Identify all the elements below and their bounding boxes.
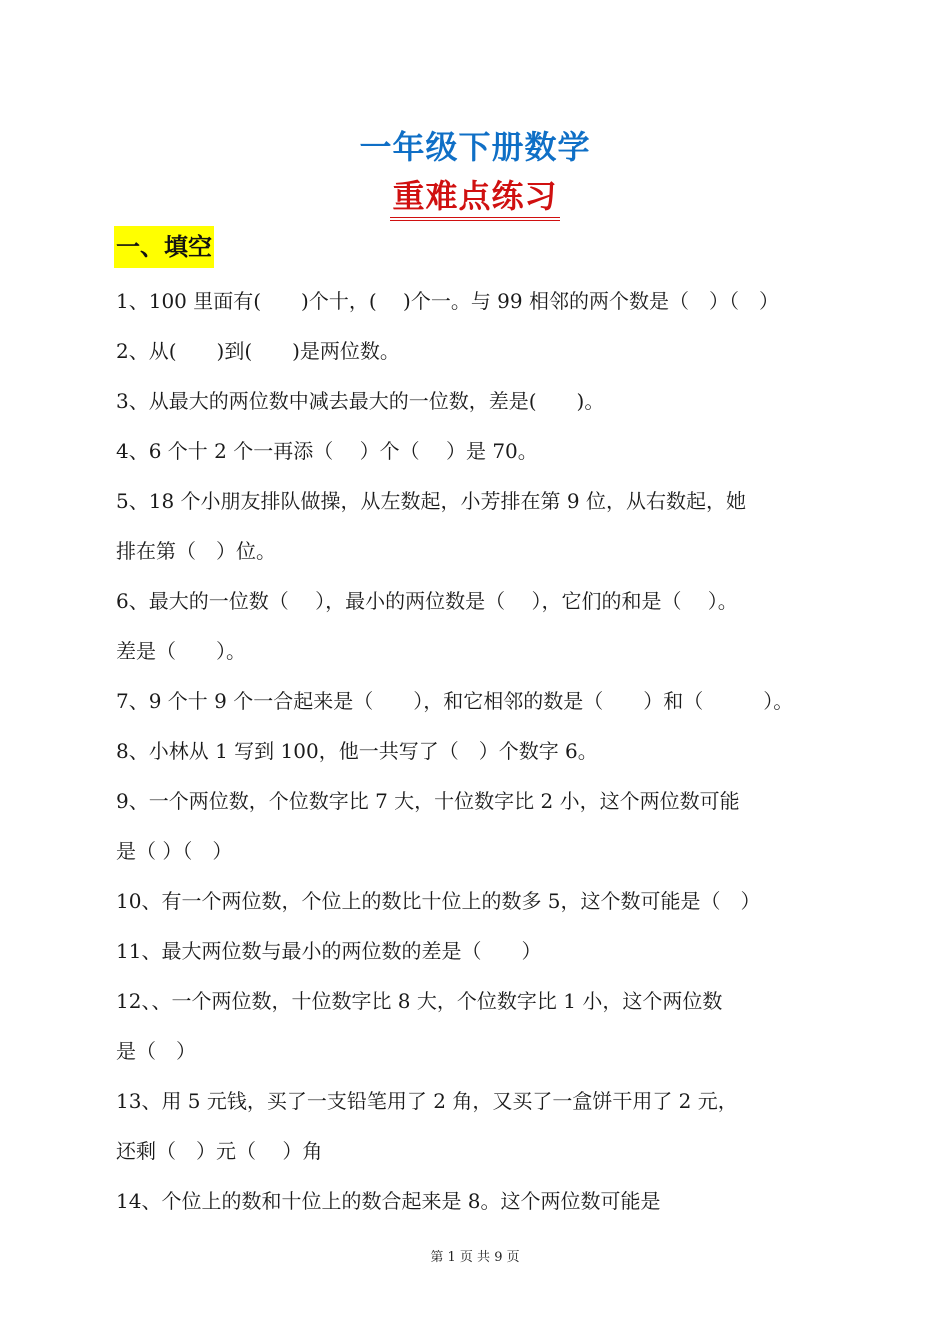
question-line: 4、6 个十 2 个一再添（ ）个（ ）是 70。 (116, 439, 538, 463)
question-line: 2、从( )到( )是两位数。 (116, 339, 400, 363)
document-subtitle: 重难点练习 (390, 176, 559, 221)
question-line: 1、100 里面有( )个十，( )个一。与 99 相邻的两个数是（ ）（ ） (116, 289, 779, 313)
question-list (116, 276, 816, 1226)
question-line: 5、18 个小朋友排队做操，从左数起，小芳排在第 9 位，从右数起，她 (116, 489, 746, 513)
question-line: 9、一个两位数，个位数字比 7 大，十位数字比 2 小，这个两位数可能 (116, 789, 740, 813)
section-heading-fill-blanks: 一、填空 (114, 226, 214, 268)
question-line: 11、最大两位数与最小的两位数的差是（ ） (116, 939, 542, 963)
page-footer: 第 1 页 共 9 页 (430, 1250, 520, 1265)
question-line: 8、小林从 1 写到 100，他一共写了（ ）个数字 6。 (116, 739, 598, 763)
question-line: 7、9 个十 9 个一合起来是（ ），和它相邻的数是（ ）和（ ）。 (116, 689, 794, 713)
question-line: 3、从最大的两位数中减去最大的一位数，差是( )。 (116, 389, 605, 413)
question-line: 是（ ）（ ） (116, 839, 233, 863)
question-line: 14、个位上的数和十位上的数合起来是 8。这个两位数可能是 (116, 1189, 661, 1213)
question-line: 12、、一个两位数，十位数字比 8 大，个位数字比 1 小，这个两位数 (116, 989, 723, 1013)
question-line: 是（ ） (116, 1039, 196, 1063)
question-line: 6、最大的一位数（ ），最小的两位数是（ ），它们的和是（ ）。 (116, 589, 738, 613)
question-line: 13、用 5 元钱，买了一支铅笔用了 2 角，又买了一盒饼干用了 2 元， (116, 1089, 738, 1113)
document-title: 一年级下册数学 (359, 128, 591, 166)
question-line: 10、有一个两位数，个位上的数比十位上的数多 5，这个数可能是（ ） (116, 889, 761, 913)
question-line: 还剩（ ）元（ ）角 (116, 1139, 323, 1163)
document-subtitle-wrap (0, 176, 950, 221)
question-line: 排在第（ ）位。 (116, 539, 276, 563)
question-line: 差是（ ）。 (116, 639, 246, 663)
